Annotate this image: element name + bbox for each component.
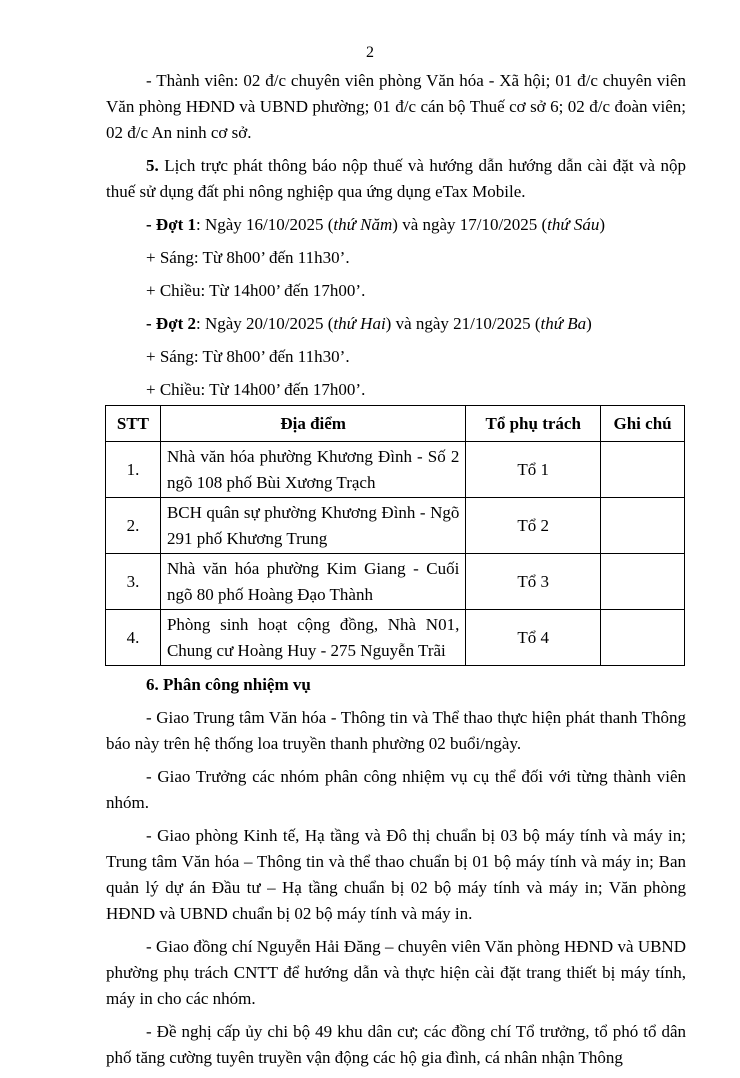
- row-note: [601, 610, 685, 666]
- round-1-day-b: thứ Sáu: [547, 215, 600, 234]
- header-note: Ghi chú: [601, 406, 685, 442]
- round-1-text-b: ) và ngày 17/10/2025 (: [392, 215, 548, 234]
- row-team: Tổ 3: [466, 554, 601, 610]
- task-paragraph: - Giao Trung tâm Văn hóa - Thông tin và Thể thao thực hiện phát thanh Thông báo này trên hệ thống loa truyền thanh phường 02 buổi/ngày.: [106, 708, 686, 753]
- section-5-heading: [106, 153, 686, 205]
- row-stt: 2.: [106, 498, 161, 554]
- row-stt: 4.: [106, 610, 161, 666]
- round-1-day-a: thứ Năm: [333, 215, 393, 234]
- header-place: Địa điểm: [160, 406, 465, 442]
- header-stt: STT: [106, 406, 161, 442]
- row-stt: 3.: [106, 554, 161, 610]
- section-6-heading: 6. Phân công nhiệm vụ: [146, 675, 311, 694]
- row-team: Tổ 4: [466, 610, 601, 666]
- round-2-line: [106, 311, 686, 337]
- members-paragraph: - Thành viên: 02 đ/c chuyên viên phòng Văn hóa - Xã hội; 01 đ/c chuyên viên Văn phòng HĐND và UBND phường; 01 đ/c cán bộ Thuế cơ sở 6; 02 đ/c đoàn viên; 02 đ/c An ninh cơ sở.: [106, 71, 686, 142]
- row-note: [601, 442, 685, 498]
- round-1-morning: + Sáng: Từ 8h00’ đến 11h30’.: [146, 248, 350, 267]
- round-2-morning: + Sáng: Từ 8h00’ đến 11h30’.: [146, 347, 350, 366]
- round-2-afternoon: + Chiều: Từ 14h00’ đến 17h00’.: [146, 380, 366, 399]
- section-5-number: 5.: [146, 156, 159, 175]
- round-1-afternoon: + Chiều: Từ 14h00’ đến 17h00’.: [146, 281, 366, 300]
- page-number: 2: [366, 44, 374, 61]
- section-5-title: Lịch trực phát thông báo nộp thuế và hướng dẫn hướng dẫn cài đặt và nộp thuế sử dụng đất phi nông nghiệp qua ứng dụng eTax Mobile.: [106, 156, 686, 201]
- row-place: BCH quân sự phường Khương Đình - Ngõ 291 phố Khương Trung: [160, 498, 465, 554]
- header-team: Tổ phụ trách: [466, 406, 601, 442]
- round-2-text-c: ): [586, 314, 592, 333]
- round-1-text-c: ): [599, 215, 606, 234]
- schedule-table-wrapper: [105, 405, 686, 666]
- table-row: [106, 610, 685, 666]
- row-place: Nhà văn hóa phường Kim Giang - Cuối ngõ 80 phố Hoàng Đạo Thành: [160, 554, 465, 610]
- task-paragraph: - Giao phòng Kinh tế, Hạ tầng và Đô thị chuẩn bị 03 bộ máy tính và máy in; Trung tâm Văn hóa – Thông tin và thể thao chuẩn bị 01 bộ máy tính và máy in; Ban quản lý dự án Đầu tư – Hạ tầng chuẩn bị 02 bộ máy tính và máy in; Văn phòng HĐND và UBND chuẩn bị 02 bộ máy tính và máy in.: [106, 826, 686, 923]
- table-row: [106, 442, 685, 498]
- round-1-label: - Đợt 1: [146, 215, 197, 234]
- task-paragraph: - Đề nghị cấp ủy chi bộ 49 khu dân cư; các đồng chí Tổ trưởng, tổ phó tổ dân phố tăng cường tuyên truyền vận động các hộ gia đình, cá nhân nhận Thông: [106, 1022, 686, 1067]
- round-1-line: [106, 212, 686, 238]
- round-2-day-a: thứ Hai: [333, 314, 386, 333]
- task-paragraph: - Giao đồng chí Nguyễn Hải Đăng – chuyên viên Văn phòng HĐND và UBND phường phụ trách CNTT để hướng dẫn và thực hiện cài đặt trang thiết bị máy tính, máy in cho các nhóm.: [106, 937, 686, 1008]
- task-paragraph: - Giao Trưởng các nhóm phân công nhiệm vụ cụ thể đối với từng thành viên nhóm.: [106, 767, 686, 812]
- round-2-day-b: thứ Ba: [540, 314, 587, 333]
- round-2-text-b: ) và ngày 21/10/2025 (: [385, 314, 541, 333]
- round-2-text-a: : Ngày 20/10/2025 (: [196, 314, 334, 333]
- row-note: [601, 498, 685, 554]
- row-team: Tổ 2: [466, 498, 601, 554]
- document-body: [106, 68, 686, 1078]
- schedule-table: [105, 405, 685, 666]
- row-place: Nhà văn hóa phường Khương Đình - Số 2 ngõ 108 phố Bùi Xương Trạch: [160, 442, 465, 498]
- row-stt: 1.: [106, 442, 161, 498]
- table-row: [106, 554, 685, 610]
- round-1-text-a: : Ngày 16/10/2025 (: [196, 215, 334, 234]
- row-place: Phòng sinh hoạt cộng đồng, Nhà N01, Chung cư Hoàng Huy - 275 Nguyễn Trãi: [160, 610, 465, 666]
- round-2-label: - Đợt 2: [146, 314, 197, 333]
- row-note: [601, 554, 685, 610]
- row-team: Tổ 1: [466, 442, 601, 498]
- table-row: [106, 498, 685, 554]
- table-header-row: [106, 406, 685, 442]
